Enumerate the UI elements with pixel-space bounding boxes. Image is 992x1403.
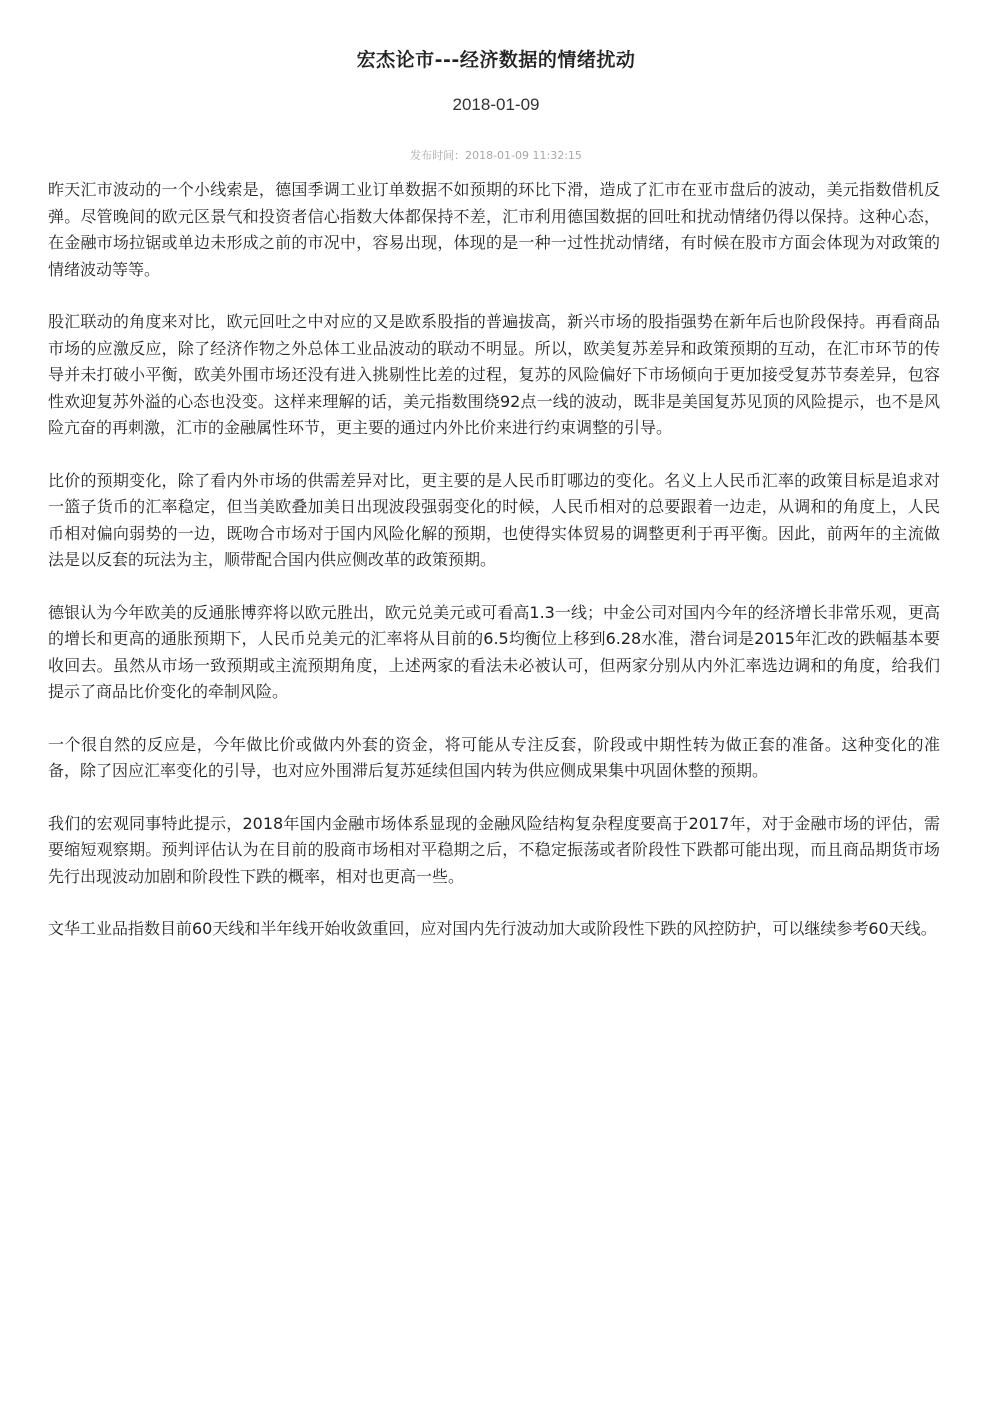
article-body [48,177,940,969]
publish-time-value: 2018-01-09 11:32:15 [465,149,582,162]
paragraph-1: 昨天汇市波动的一个小线索是，德国季调工业订单数据不如预期的环比下滑，造成了汇市在亚市盘后的波动，美元指数借机反弹。尽管晚间的欧元区景气和投资者信心指数大体都保持不差，汇市利用德国数据的回吐和扰动情绪仍得以保持。这种心态，在金融市场拉锯或单边未形成之前的市况中，容易出现，体现的是一种一过性扰动情绪，有时候在股市方面会体现为对政策的情绪波动等等。 [48,180,940,279]
publish-time-label: 发布时间： [410,149,466,162]
publish-time-line [0,148,992,164]
paragraph-6: 我们的宏观同事特此提示，2018年国内金融市场体系显现的金融风险结构复杂程度要高于2017年，对于金融市场的评估，需要缩短观察期。预判评估认为在目前的股商市场相对平稳期之后，不稳定振荡或者阶段性下跌都可能出现，而且商品期货市场先行出现波动加剧和阶段性下跌的概率，相对也更高一些。 [48,813,940,886]
paragraph-3: 比价的预期变化，除了看内外市场的供需差异对比，更主要的是人民币盯哪边的变化。名义上人民币汇率的政策目标是追求对一篮子货币的汇率稳定，但当美欧叠加美日出现波段强弱变化的时候，人民币相对的总要跟着一边走，从调和的角度上，人民币相对偏向弱势的一边，既吻合市场对于国内风险化解的预期，也使得实体贸易的调整更利于再平衡。因此，前两年的主流做法是以反套的玩法为主，顺带配合国内供应侧改革的政策预期。 [48,470,940,569]
article-title: 宏杰论市---经济数据的情绪扰动 [356,49,636,71]
paragraph-5: 一个很自然的反应是，今年做比价或做内外套的资金，将可能从专注反套，阶段或中期性转为做正套的准备。这种变化的准备，除了因应汇率变化的引导，也对应外围滞后复苏延续但国内转为供应侧成果集中巩固休整的预期。 [48,734,940,780]
article-date: 2018-01-09 [452,95,540,114]
paragraph-2: 股汇联动的角度来对比，欧元回吐之中对应的又是欧系股指的普遍拔高，新兴市场的股指强势在新年后也阶段保持。再看商品市场的应激反应，除了经济作物之外总体工业品波动的联动不明显。所以，欧美复苏差异和政策预期的互动，在汇市环节的传导并未打破小平衡，欧美外围市场还没有进入挑剔性比差的过程，复苏的风险偏好下市场倾向于更加接受复苏节奏差异，包容性欢迎复苏外溢的心态也没变。这样来理解的话，美元指数围绕92点一线的波动，既非是美国复苏见顶的风险提示，也不是风险亢奋的再刺激，汇市的金融属性环节，更主要的通过内外比价来进行约束调整的引导。 [48,312,940,437]
paragraph-4: 德银认为今年欧美的反通胀博弈将以欧元胜出，欧元兑美元或可看高1.3一线；中金公司对国内今年的经济增长非常乐观，更高的增长和更高的通胀预期下，人民币兑美元的汇率将从目前的6.5均衡位上移到6.28水准，潜台词是2015年汇改的跌幅基本要收回去。虽然从市场一致预期或主流预期角度，上述两家的看法未必被认可，但两家分别从内外汇率选边调和的角度，给我们提示了商品比价变化的牵制风险。 [48,602,940,701]
paragraph-7: 文华工业品指数目前60天线和半年线开始收敛重回，应对国内先行波动加大或阶段性下跌的风控防护，可以继续参考60天线。 [48,919,937,938]
